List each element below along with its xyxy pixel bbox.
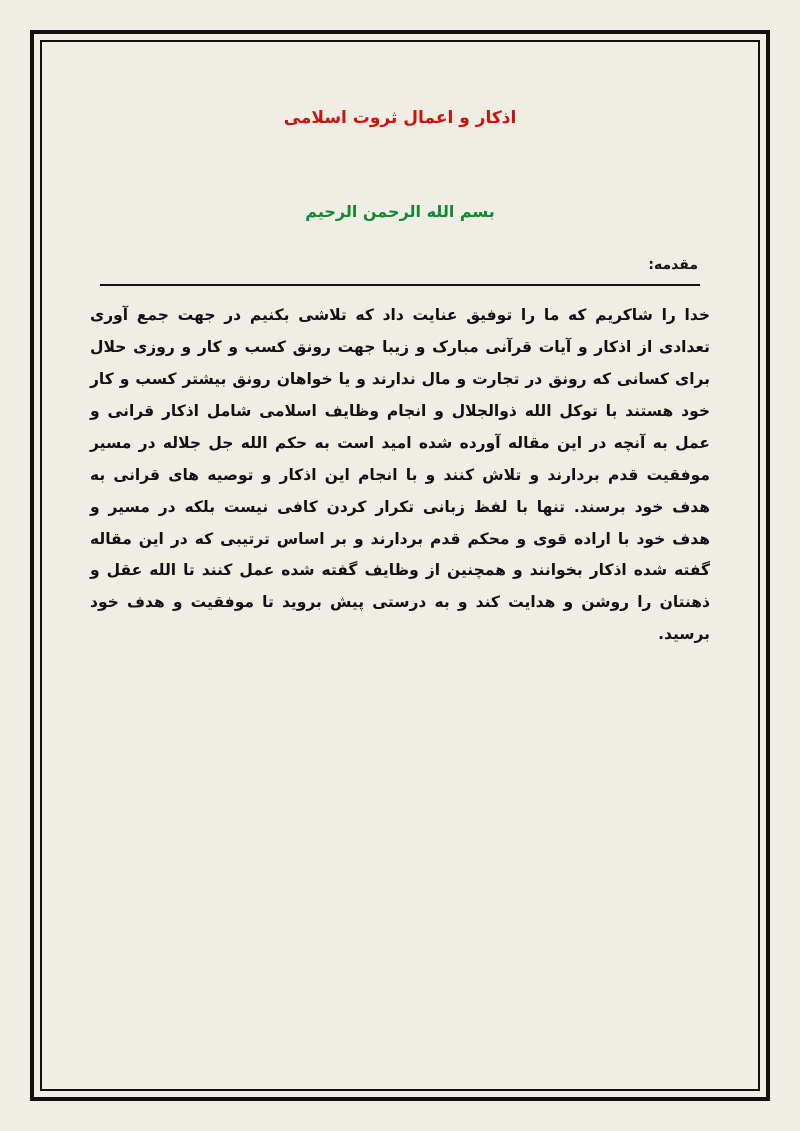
bismillah-line: بسم الله الرحمن الرحیم	[305, 201, 495, 221]
page-title: اذکار و اعمال ثروت اسلامی	[283, 108, 517, 128]
introduction-body-paragraph: خدا را شاکریم که ما را توفیق عنایت داد که تلاشی بکنیم در جهت جمع آوری تعدادی از اذکار و آیات قرآنی مبارک و زیبا جهت رونق کسب و کار و روزی حلال برای کسانی که رونق در تجارت و مال ندارند و یا خواهان رونق بیشتر کسب و کار خود هستند با توکل الله ذوالجلال و انجام وظایف اسلامی شامل اذکار قرانی و عمل به آنچه در این مقاله آورده شده امید است به حکم الله جل جلاله در مسیر موفقیت قدم بردارند و تلاش کنند و با انجام این اذکار و توصیه های قرانی به هدف خود برسند. تنها با لفظ زبانی تکرار کردن کافی نیست بلکه در مسیر و هدف خود با اراده قوی و محکم قدم بردارند و بر اساس ترتیبی که در این مقاله گفته شده اذکار بخوانند و همچنین از وظایف گفته شده عمل کنند تا الله عقل و ذهنتان را روشن و هدایت کند و به درستی پیش بروید تا موفقیت و هدف خود برسید.	[90, 306, 710, 644]
section-heading-introduction: مقدمه:	[648, 256, 698, 273]
horizontal-divider	[100, 284, 700, 286]
document-page	[56, 56, 744, 1075]
